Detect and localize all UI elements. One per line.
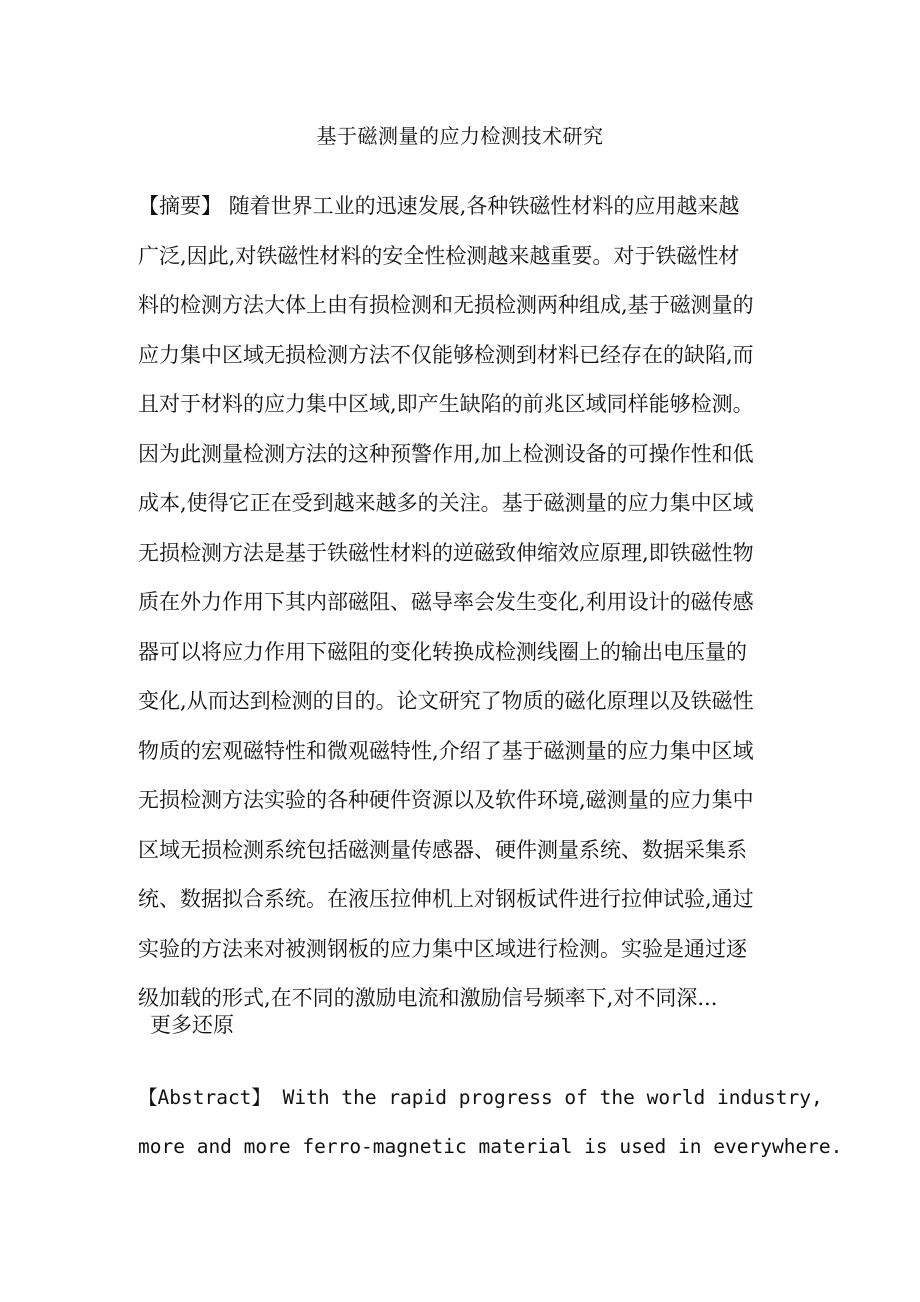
abstract-cn-line: 器可以将应力作用下磁阻的变化转换成检测线圈上的输出电压量的 [138,639,747,664]
abstract-cn-line: 且对于材料的应力集中区域,即产生缺陷的前兆区域同样能够检测。 [138,392,754,416]
abstract-cn-line: 质在外力作用下其内部磁阻、磁导率会发生变化,利用设计的磁传感 [138,590,754,614]
abstract-cn-line: 应力集中区域无损检测方法不仅能够检测到材料已经存在的缺陷,而 [138,342,754,367]
abstract-cn-line: 统、数据拟合系统。在液压拉伸机上对钢板试件进行拉伸试验,通过 [138,887,754,911]
english-abstract [138,1080,843,1177]
abstract-cn-line: 【摘要】 随着世界工业的迅速发展,各种铁磁性材料的应用越来越 [138,194,740,218]
abstract-cn-line: 实验的方法来对被测钢板的应力集中区域进行检测。实验是通过逐 [138,936,747,961]
abstract-cn-line: 无损检测方法是基于铁磁性材料的逆磁致伸缩效应原理,即铁磁性物 [138,540,754,565]
abstract-cn-line: 广泛,因此,对铁磁性材料的安全性检测越来越重要。对于铁磁性材 [138,243,740,268]
chinese-abstract [138,188,790,1030]
abstract-cn-line: 成本,使得它正在受到越来越多的关注。基于磁测量的应力集中区域 [138,491,754,515]
abstract-en-line: 【Abstract】 With the rapid progress of the world industry, [138,1086,823,1109]
abstract-cn-line: 物质的宏观磁特性和微观磁特性,介绍了基于磁测量的应力集中区域 [138,738,754,763]
document-title: 基于磁测量的应力检测技术研究 [316,124,604,148]
abstract-cn-line: 级加载的形式,在不同的激励电流和激励信号频率下,对不同深... [138,986,718,1010]
abstract-cn-line: 变化,从而达到检测的目的。论文研究了物质的磁化原理以及铁磁性 [138,689,754,713]
abstract-en-line: more and more ferro-magnetic material is used in everywhere. [138,1134,843,1158]
abstract-cn-line: 料的检测方法大体上由有损检测和无损检测两种组成,基于磁测量的 [138,293,754,317]
more-link[interactable]: 更多还原 [150,1013,234,1037]
abstract-cn-line: 因为此测量检测方法的这种预警作用,加上检测设备的可操作性和低 [138,441,754,466]
abstract-cn-line: 区域无损检测系统包括磁测量传感器、硬件测量系统、数据采集系 [138,837,747,862]
abstract-cn-line: 无损检测方法实验的各种硬件资源以及软件环境,磁测量的应力集中 [138,788,754,812]
